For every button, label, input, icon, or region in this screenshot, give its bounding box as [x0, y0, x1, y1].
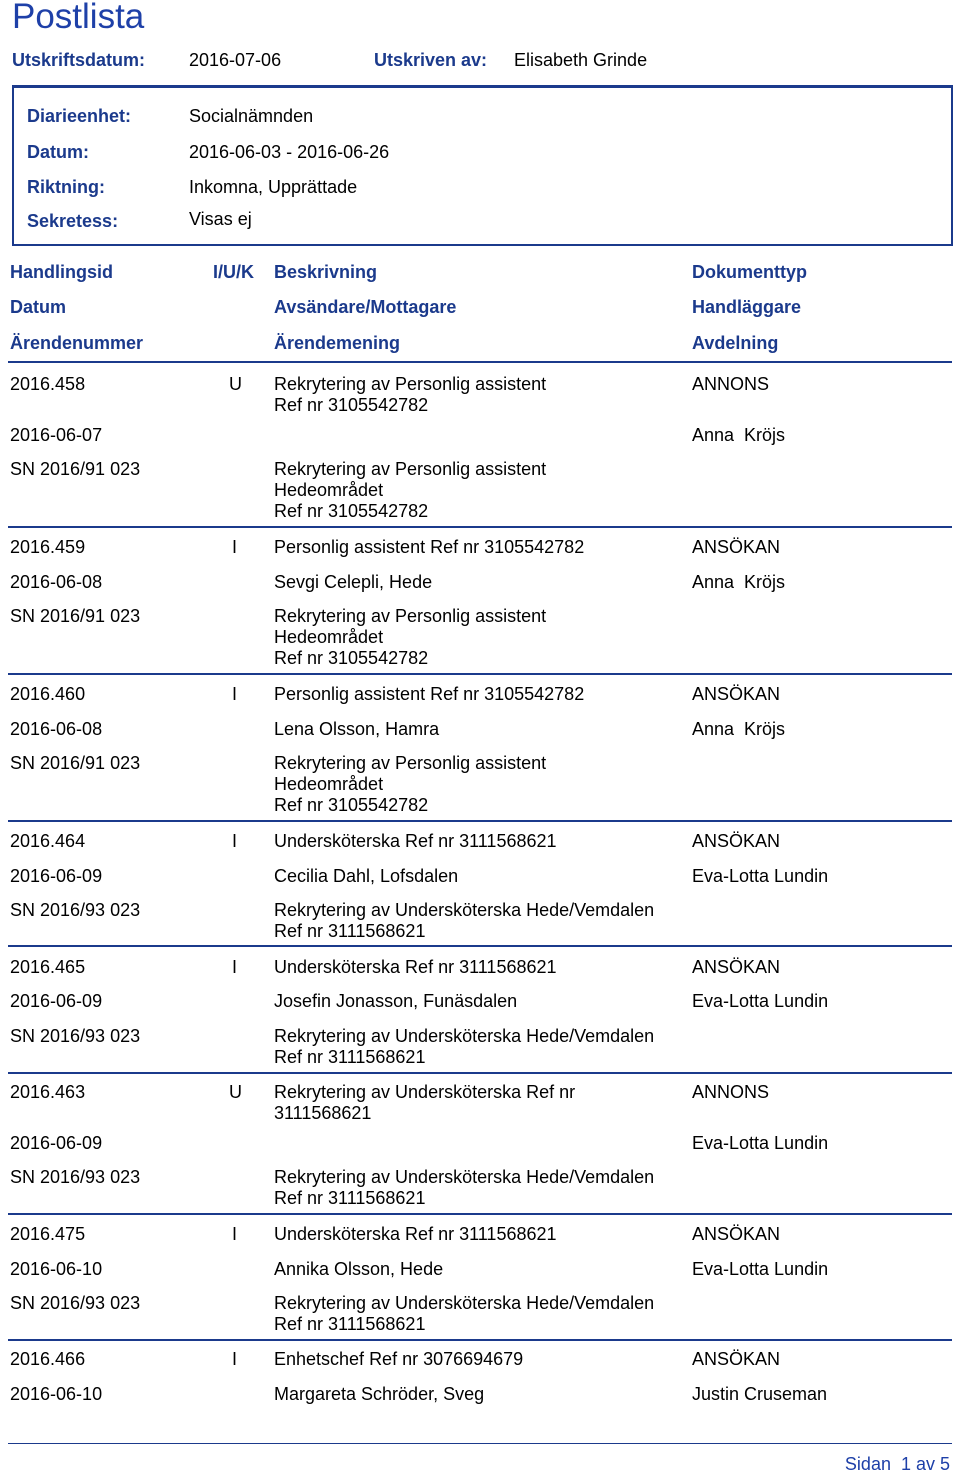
- record-description: Enhetschef Ref nr 3076694679: [274, 1349, 524, 1369]
- filter-label-direction: Riktning:: [27, 177, 105, 197]
- printed-by-value: Elisabeth Grinde: [514, 50, 648, 70]
- record-handler: Eva-Lotta Lundin: [692, 1259, 829, 1279]
- record-id: 2016.475: [10, 1224, 86, 1244]
- record-date: 2016-06-10: [10, 1259, 103, 1279]
- record-id: 2016.458: [10, 374, 86, 394]
- record-handler: Anna Kröjs: [692, 572, 786, 592]
- record-case-number: SN 2016/93 023: [10, 1167, 141, 1187]
- record-handler: Eva-Lotta Lundin: [692, 1133, 829, 1153]
- record-id: 2016.463: [10, 1082, 86, 1102]
- record-sender: Cecilia Dahl, Lofsdalen: [274, 866, 459, 886]
- record-iuk: I: [232, 1224, 238, 1244]
- record-case-title: Ref nr 3111568621: [274, 921, 426, 941]
- record-iuk: I: [232, 957, 238, 977]
- record-id: 2016.465: [10, 957, 86, 977]
- record-date: 2016-06-09: [10, 1133, 103, 1153]
- record-date: 2016-06-07: [10, 425, 103, 445]
- record-case-title: Hedeområdet: [274, 627, 384, 647]
- record-handler: Eva-Lotta Lundin: [692, 866, 829, 886]
- filter-label-secrecy: Sekretess:: [27, 211, 119, 231]
- record-divider: [8, 1213, 952, 1215]
- record-date: 2016-06-08: [10, 572, 103, 592]
- record-id: 2016.459: [10, 537, 86, 557]
- record-case-title: Ref nr 3105542782: [274, 648, 429, 668]
- footer-divider: [8, 1443, 952, 1444]
- record-doctype: ANSÖKAN: [692, 537, 781, 557]
- record-iuk: I: [232, 537, 238, 557]
- record-case-title: Rekrytering av Personlig assistent: [274, 606, 547, 626]
- record-handler: Anna Kröjs: [692, 425, 786, 445]
- header-divider: [8, 361, 952, 363]
- record-case-number: SN 2016/93 023: [10, 900, 141, 920]
- record-case-title: Ref nr 3111568621: [274, 1314, 426, 1334]
- record-iuk: I: [232, 831, 238, 851]
- record-sender: Josefin Jonasson, Funäsdalen: [274, 991, 518, 1011]
- filter-value-direction: Inkomna, Upprättade: [189, 177, 358, 197]
- print-date-label: Utskriftsdatum:: [12, 50, 146, 70]
- col-header-beskrivning: Beskrivning: [274, 262, 378, 282]
- filter-box: [12, 85, 953, 246]
- filter-value-unit: Socialnämnden: [189, 106, 314, 126]
- record-date: 2016-06-09: [10, 991, 103, 1011]
- record-case-title: Ref nr 3111568621: [274, 1188, 426, 1208]
- record-doctype: ANSÖKAN: [692, 1224, 781, 1244]
- record-doctype: ANSÖKAN: [692, 831, 781, 851]
- record-handler: Eva-Lotta Lundin: [692, 991, 829, 1011]
- record-description: Rekrytering av Undersköterska Ref nr: [274, 1082, 576, 1102]
- record-description: 3111568621: [274, 1103, 372, 1123]
- record-description: Personlig assistent Ref nr 3105542782: [274, 537, 585, 557]
- record-description: Ref nr 3105542782: [274, 395, 429, 415]
- record-case-title: Rekrytering av Undersköterska Hede/Vemdalen: [274, 1293, 655, 1313]
- record-doctype: ANNONS: [692, 374, 770, 394]
- record-case-title: Rekrytering av Personlig assistent: [274, 753, 547, 773]
- record-case-title: Rekrytering av Undersköterska Hede/Vemdalen: [274, 900, 655, 920]
- record-divider: [8, 526, 952, 528]
- col-header-avdelning: Avdelning: [692, 333, 779, 353]
- col-header-handlingsid: Handlingsid: [10, 262, 113, 282]
- record-divider: [8, 673, 952, 675]
- record-id: 2016.464: [10, 831, 86, 851]
- record-case-number: SN 2016/91 023: [10, 459, 141, 479]
- record-case-number: SN 2016/91 023: [10, 753, 141, 773]
- col-header-datum: Datum: [10, 297, 67, 317]
- record-handler: Anna Kröjs: [692, 719, 786, 739]
- col-header-arendenummer: Ärendenummer: [10, 333, 144, 353]
- record-date: 2016-06-10: [10, 1384, 103, 1404]
- record-iuk: I: [232, 684, 238, 704]
- filter-label-unit: Diarieenhet:: [27, 106, 132, 126]
- page-number: Sidan 1 av 5: [844, 1454, 950, 1474]
- record-doctype: ANSÖKAN: [692, 957, 781, 977]
- record-doctype: ANSÖKAN: [692, 1349, 781, 1369]
- printed-by-label: Utskriven av:: [374, 50, 488, 70]
- col-header-dokumenttyp: Dokumenttyp: [692, 262, 808, 282]
- record-description: Undersköterska Ref nr 3111568621: [274, 1224, 557, 1244]
- record-date: 2016-06-08: [10, 719, 103, 739]
- record-doctype: ANSÖKAN: [692, 684, 781, 704]
- record-id: 2016.466: [10, 1349, 86, 1369]
- record-case-title: Rekrytering av Undersköterska Hede/Vemdalen: [274, 1026, 655, 1046]
- record-case-title: Ref nr 3105542782: [274, 501, 429, 521]
- record-id: 2016.460: [10, 684, 86, 704]
- record-sender: Sevgi Celepli, Hede: [274, 572, 433, 592]
- record-sender: Annika Olsson, Hede: [274, 1259, 444, 1279]
- record-case-title: Hedeområdet: [274, 480, 384, 500]
- record-case-title: Ref nr 3105542782: [274, 795, 429, 815]
- record-sender: Lena Olsson, Hamra: [274, 719, 440, 739]
- col-header-avsandare: Avsändare/Mottagare: [274, 297, 457, 317]
- record-case-number: SN 2016/91 023: [10, 606, 141, 626]
- record-case-title: Rekrytering av Personlig assistent: [274, 459, 547, 479]
- record-case-number: SN 2016/93 023: [10, 1293, 141, 1313]
- filter-label-date: Datum:: [27, 142, 89, 162]
- record-doctype: ANNONS: [692, 1082, 770, 1102]
- record-case-title: Ref nr 3111568621: [274, 1047, 426, 1067]
- print-date-value: 2016-07-06: [189, 50, 282, 70]
- record-case-title: Hedeområdet: [274, 774, 384, 794]
- record-date: 2016-06-09: [10, 866, 103, 886]
- record-handler: Justin Cruseman: [692, 1384, 828, 1404]
- record-description: Undersköterska Ref nr 3111568621: [274, 957, 557, 977]
- record-iuk: U: [229, 374, 242, 394]
- record-divider: [8, 945, 952, 947]
- filter-value-date: 2016-06-03 - 2016-06-26: [189, 142, 390, 162]
- record-divider: [8, 820, 952, 822]
- record-divider: [8, 1072, 952, 1074]
- filter-value-secrecy: Visas ej: [189, 209, 252, 229]
- record-description: Rekrytering av Personlig assistent: [274, 374, 547, 394]
- record-case-number: SN 2016/93 023: [10, 1026, 141, 1046]
- record-iuk: I: [232, 1349, 238, 1369]
- record-divider: [8, 1339, 952, 1341]
- record-iuk: U: [229, 1082, 242, 1102]
- record-description: Undersköterska Ref nr 3111568621: [274, 831, 557, 851]
- col-header-iuk: I/U/K: [213, 262, 255, 282]
- col-header-arendemening: Ärendemening: [274, 333, 401, 353]
- col-header-handlaggare: Handläggare: [692, 297, 802, 317]
- record-description: Personlig assistent Ref nr 3105542782: [274, 684, 585, 704]
- record-case-title: Rekrytering av Undersköterska Hede/Vemdalen: [274, 1167, 655, 1187]
- page-title: Postlista: [12, 0, 145, 36]
- record-sender: Margareta Schröder, Sveg: [274, 1384, 485, 1404]
